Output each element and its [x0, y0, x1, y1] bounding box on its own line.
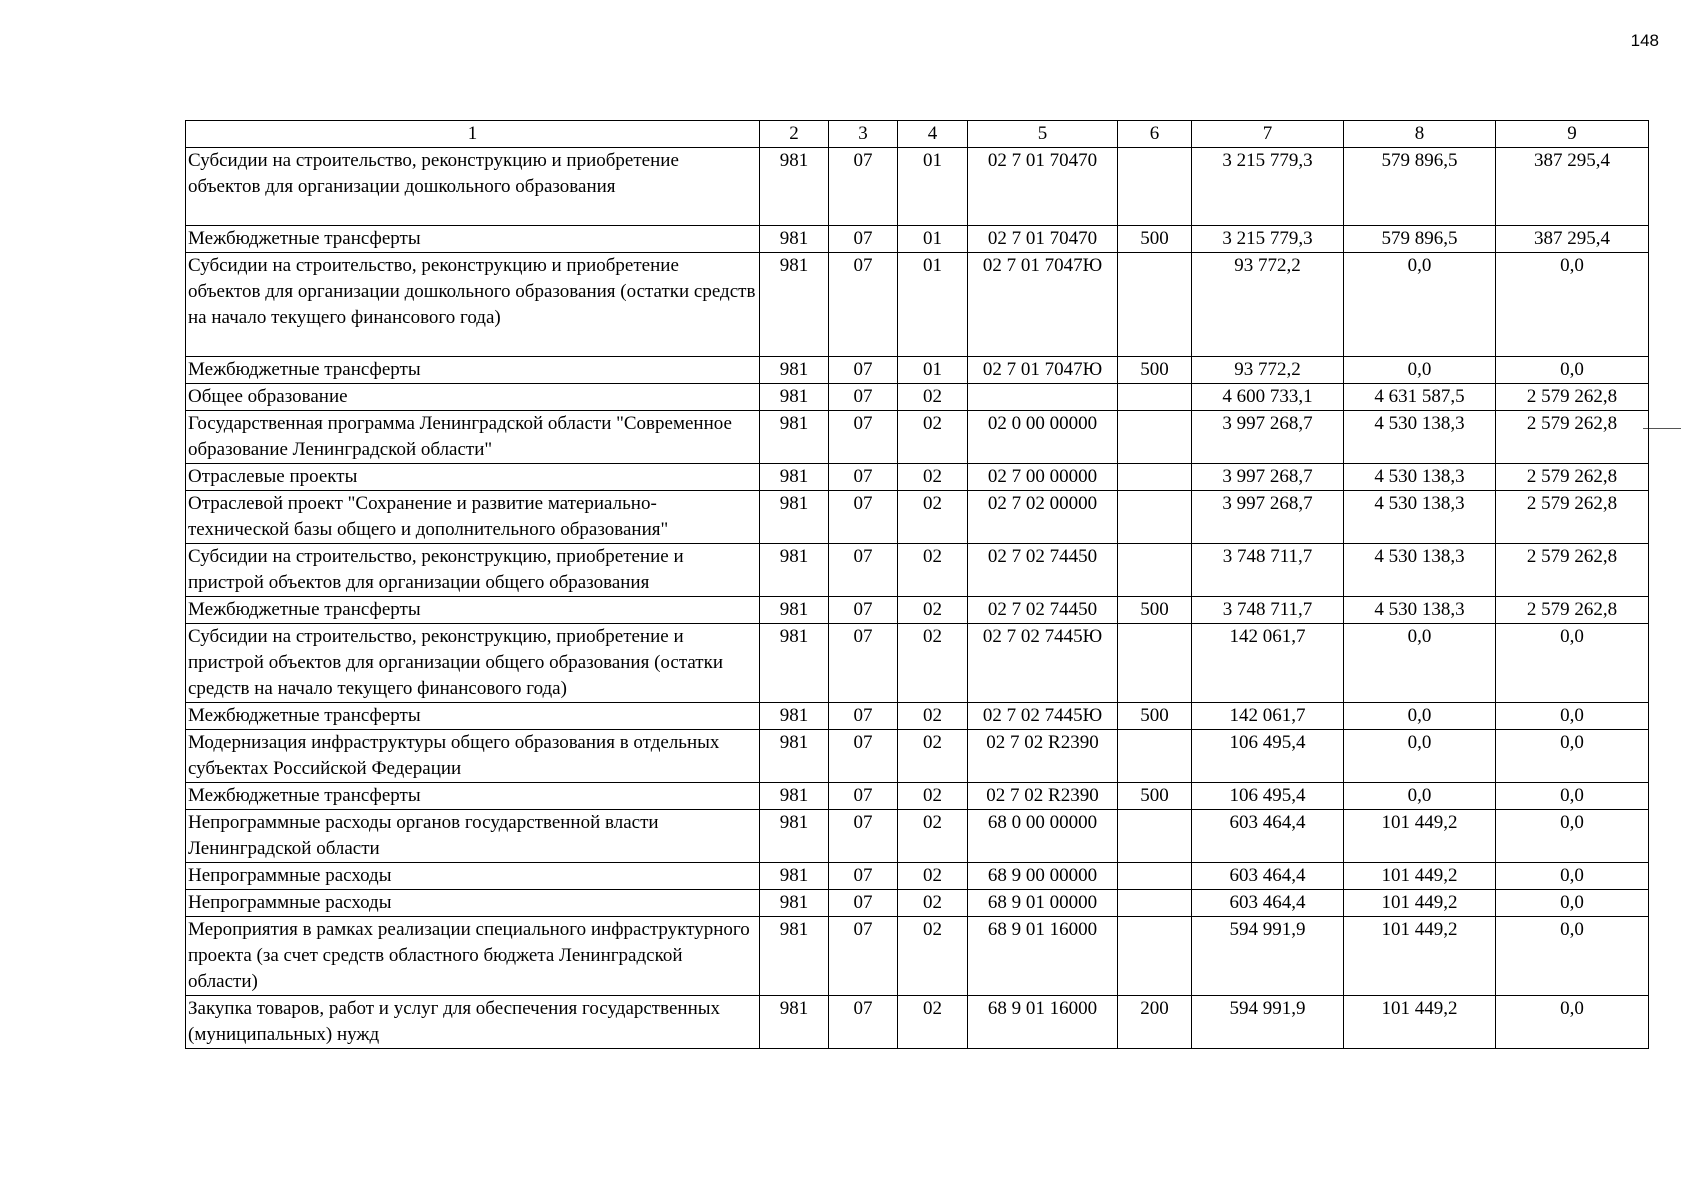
row-col-2: 981 [760, 890, 829, 917]
row-col-8: 4 631 587,5 [1344, 384, 1496, 411]
row-col-6 [1118, 890, 1192, 917]
row-col-4: 02 [898, 703, 968, 730]
row-col-8: 4 530 138,3 [1344, 464, 1496, 491]
row-name: Межбюджетные трансферты [186, 703, 760, 730]
row-col-8: 4 530 138,3 [1344, 491, 1496, 544]
row-col-3: 07 [829, 996, 898, 1049]
row-col-5: 68 9 01 16000 [968, 996, 1118, 1049]
row-col-9: 0,0 [1496, 783, 1649, 810]
header-row [186, 121, 1649, 148]
row-col-4: 02 [898, 890, 968, 917]
row-col-8: 4 530 138,3 [1344, 544, 1496, 597]
row-col-8: 4 530 138,3 [1344, 411, 1496, 464]
row-col-4: 02 [898, 730, 968, 783]
table-row [186, 491, 1649, 544]
row-col-4: 01 [898, 357, 968, 384]
table-row [186, 597, 1649, 624]
row-col-7: 3 215 779,3 [1192, 226, 1344, 253]
row-col-8: 0,0 [1344, 624, 1496, 703]
row-col-6 [1118, 491, 1192, 544]
row-col-6: 500 [1118, 226, 1192, 253]
row-name: Субсидии на строительство, реконструкцию, приобретение и пристрой объектов для организации общего образования [186, 544, 760, 597]
table-row [186, 253, 1649, 357]
row-col-5: 68 9 01 16000 [968, 917, 1118, 996]
row-col-6 [1118, 253, 1192, 357]
row-col-7: 93 772,2 [1192, 253, 1344, 357]
header-col-2: 2 [760, 121, 829, 148]
row-col-9: 0,0 [1496, 996, 1649, 1049]
row-col-2: 981 [760, 491, 829, 544]
row-col-6 [1118, 624, 1192, 703]
row-col-9: 0,0 [1496, 730, 1649, 783]
row-name: Государственная программа Ленинградской области "Современное образование Ленинградской области" [186, 411, 760, 464]
row-col-9: 0,0 [1496, 357, 1649, 384]
row-col-5: 02 7 02 00000 [968, 491, 1118, 544]
row-col-7: 603 464,4 [1192, 890, 1344, 917]
row-name: Межбюджетные трансферты [186, 597, 760, 624]
row-col-9: 0,0 [1496, 890, 1649, 917]
row-col-8: 579 896,5 [1344, 148, 1496, 226]
row-col-7: 3 997 268,7 [1192, 491, 1344, 544]
table-row [186, 730, 1649, 783]
row-name: Субсидии на строительство, реконструкцию и приобретение объектов для организации дошкольного образования (остатки средств на начало текущего финансового года) [186, 253, 760, 357]
table-row [186, 384, 1649, 411]
row-col-2: 981 [760, 226, 829, 253]
table-row [186, 226, 1649, 253]
row-col-8: 0,0 [1344, 253, 1496, 357]
row-col-5: 02 7 02 7445Ю [968, 703, 1118, 730]
row-col-5: 02 7 02 74450 [968, 597, 1118, 624]
row-col-8: 0,0 [1344, 730, 1496, 783]
table-row [186, 996, 1649, 1049]
header-col-5: 5 [968, 121, 1118, 148]
row-col-9: 0,0 [1496, 917, 1649, 996]
header-col-1: 1 [186, 121, 760, 148]
row-col-2: 981 [760, 253, 829, 357]
table-row [186, 703, 1649, 730]
row-col-5: 02 7 01 7047Ю [968, 357, 1118, 384]
row-col-3: 07 [829, 226, 898, 253]
row-col-5: 68 9 00 00000 [968, 863, 1118, 890]
row-col-2: 981 [760, 384, 829, 411]
row-col-2: 981 [760, 996, 829, 1049]
row-col-7: 106 495,4 [1192, 730, 1344, 783]
row-name: Субсидии на строительство, реконструкцию и приобретение объектов для организации дошкольного образования [186, 148, 760, 226]
row-col-9: 0,0 [1496, 863, 1649, 890]
table-row [186, 917, 1649, 996]
row-name: Отраслевые проекты [186, 464, 760, 491]
table-row [186, 544, 1649, 597]
row-col-7: 4 600 733,1 [1192, 384, 1344, 411]
row-col-8: 101 449,2 [1344, 917, 1496, 996]
header-col-6: 6 [1118, 121, 1192, 148]
row-col-4: 02 [898, 810, 968, 863]
row-col-2: 981 [760, 730, 829, 783]
row-col-2: 981 [760, 783, 829, 810]
row-col-4: 01 [898, 148, 968, 226]
row-col-7: 3 215 779,3 [1192, 148, 1344, 226]
row-col-5: 02 0 00 00000 [968, 411, 1118, 464]
row-col-6 [1118, 544, 1192, 597]
row-col-7: 594 991,9 [1192, 996, 1344, 1049]
row-col-3: 07 [829, 730, 898, 783]
row-name: Межбюджетные трансферты [186, 357, 760, 384]
row-col-9: 2 579 262,8 [1496, 411, 1649, 464]
row-col-7: 3 997 268,7 [1192, 411, 1344, 464]
row-col-3: 07 [829, 357, 898, 384]
row-col-3: 07 [829, 411, 898, 464]
table-row [186, 411, 1649, 464]
row-col-8: 4 530 138,3 [1344, 597, 1496, 624]
header-col-4: 4 [898, 121, 968, 148]
row-col-6 [1118, 730, 1192, 783]
row-col-9: 0,0 [1496, 810, 1649, 863]
row-col-9: 2 579 262,8 [1496, 464, 1649, 491]
row-name: Отраслевой проект "Сохранение и развитие материально-технической базы общего и дополнительного образования" [186, 491, 760, 544]
row-col-6: 500 [1118, 703, 1192, 730]
row-col-3: 07 [829, 624, 898, 703]
row-col-3: 07 [829, 148, 898, 226]
row-name: Непрограммные расходы [186, 890, 760, 917]
row-col-5: 02 7 02 R2390 [968, 783, 1118, 810]
row-col-9: 2 579 262,8 [1496, 597, 1649, 624]
row-name: Закупка товаров, работ и услуг для обеспечения государственных (муниципальных) нужд [186, 996, 760, 1049]
row-col-8: 0,0 [1344, 783, 1496, 810]
row-col-6 [1118, 917, 1192, 996]
row-col-9: 0,0 [1496, 253, 1649, 357]
row-col-5: 68 0 00 00000 [968, 810, 1118, 863]
header-col-7: 7 [1192, 121, 1344, 148]
table-row [186, 890, 1649, 917]
row-col-7: 142 061,7 [1192, 703, 1344, 730]
row-col-4: 02 [898, 996, 968, 1049]
row-col-7: 142 061,7 [1192, 624, 1344, 703]
row-col-4: 02 [898, 917, 968, 996]
budget-table [185, 120, 1649, 1049]
row-col-4: 02 [898, 464, 968, 491]
row-col-4: 01 [898, 253, 968, 357]
row-col-9: 2 579 262,8 [1496, 384, 1649, 411]
page-number: 148 [1630, 31, 1659, 50]
row-col-6 [1118, 810, 1192, 863]
row-col-9: 387 295,4 [1496, 226, 1649, 253]
row-col-4: 02 [898, 783, 968, 810]
table-row [186, 464, 1649, 491]
row-col-7: 3 748 711,7 [1192, 544, 1344, 597]
row-col-6: 500 [1118, 357, 1192, 384]
row-col-4: 01 [898, 226, 968, 253]
row-col-2: 981 [760, 148, 829, 226]
row-col-2: 981 [760, 917, 829, 996]
row-col-9: 2 579 262,8 [1496, 491, 1649, 544]
row-col-8: 0,0 [1344, 357, 1496, 384]
row-col-8: 0,0 [1344, 703, 1496, 730]
row-col-3: 07 [829, 890, 898, 917]
row-col-8: 101 449,2 [1344, 890, 1496, 917]
table-row [186, 357, 1649, 384]
row-name: Межбюджетные трансферты [186, 783, 760, 810]
row-col-4: 02 [898, 597, 968, 624]
row-col-3: 07 [829, 863, 898, 890]
row-col-7: 3 997 268,7 [1192, 464, 1344, 491]
row-col-4: 02 [898, 544, 968, 597]
table-row [186, 863, 1649, 890]
row-col-3: 07 [829, 253, 898, 357]
row-name: Непрограммные расходы органов государственной власти Ленинградской области [186, 810, 760, 863]
row-col-3: 07 [829, 544, 898, 597]
row-col-6 [1118, 411, 1192, 464]
row-col-7: 3 748 711,7 [1192, 597, 1344, 624]
row-name: Межбюджетные трансферты [186, 226, 760, 253]
row-col-3: 07 [829, 384, 898, 411]
row-col-4: 02 [898, 411, 968, 464]
row-col-4: 02 [898, 863, 968, 890]
row-col-3: 07 [829, 597, 898, 624]
row-col-7: 93 772,2 [1192, 357, 1344, 384]
row-col-2: 981 [760, 411, 829, 464]
row-col-5: 02 7 00 00000 [968, 464, 1118, 491]
row-col-2: 981 [760, 863, 829, 890]
table-header [186, 121, 1649, 148]
row-name: Общее образование [186, 384, 760, 411]
row-col-3: 07 [829, 491, 898, 544]
row-col-2: 981 [760, 624, 829, 703]
row-col-2: 981 [760, 544, 829, 597]
header-col-3: 3 [829, 121, 898, 148]
row-name: Мероприятия в рамках реализации специального инфраструктурного проекта (за счет средств областного бюджета Ленинградской области) [186, 917, 760, 996]
table-row [186, 783, 1649, 810]
row-col-5 [968, 384, 1118, 411]
table-body [186, 148, 1649, 1049]
row-col-3: 07 [829, 464, 898, 491]
row-col-2: 981 [760, 703, 829, 730]
row-col-7: 106 495,4 [1192, 783, 1344, 810]
row-col-3: 07 [829, 917, 898, 996]
row-col-5: 68 9 01 00000 [968, 890, 1118, 917]
row-col-9: 0,0 [1496, 703, 1649, 730]
row-col-9: 2 579 262,8 [1496, 544, 1649, 597]
row-col-7: 603 464,4 [1192, 810, 1344, 863]
header-col-9: 9 [1496, 121, 1649, 148]
row-col-8: 579 896,5 [1344, 226, 1496, 253]
row-name: Непрограммные расходы [186, 863, 760, 890]
row-col-6 [1118, 148, 1192, 226]
row-col-5: 02 7 02 74450 [968, 544, 1118, 597]
row-col-8: 101 449,2 [1344, 810, 1496, 863]
row-col-6 [1118, 863, 1192, 890]
row-col-5: 02 7 02 7445Ю [968, 624, 1118, 703]
row-name: Субсидии на строительство, реконструкцию, приобретение и пристрой объектов для организации общего образования (остатки средств на начало текущего финансового года) [186, 624, 760, 703]
row-col-2: 981 [760, 810, 829, 863]
row-col-2: 981 [760, 357, 829, 384]
row-name: Модернизация инфраструктуры общего образования в отдельных субъектах Российской Федерации [186, 730, 760, 783]
row-col-2: 981 [760, 464, 829, 491]
row-col-7: 594 991,9 [1192, 917, 1344, 996]
row-col-3: 07 [829, 703, 898, 730]
table-row [186, 810, 1649, 863]
row-col-6 [1118, 464, 1192, 491]
row-col-5: 02 7 01 70470 [968, 226, 1118, 253]
row-col-2: 981 [760, 597, 829, 624]
row-col-4: 02 [898, 491, 968, 544]
table-row [186, 624, 1649, 703]
row-col-9: 0,0 [1496, 624, 1649, 703]
row-col-4: 02 [898, 384, 968, 411]
row-col-6 [1118, 384, 1192, 411]
row-col-6: 500 [1118, 783, 1192, 810]
row-col-3: 07 [829, 810, 898, 863]
header-col-8: 8 [1344, 121, 1496, 148]
row-col-6: 500 [1118, 597, 1192, 624]
row-col-3: 07 [829, 783, 898, 810]
row-col-4: 02 [898, 624, 968, 703]
row-col-9: 387 295,4 [1496, 148, 1649, 226]
row-col-7: 603 464,4 [1192, 863, 1344, 890]
row-col-5: 02 7 02 R2390 [968, 730, 1118, 783]
row-col-6: 200 [1118, 996, 1192, 1049]
row-col-8: 101 449,2 [1344, 996, 1496, 1049]
row-col-8: 101 449,2 [1344, 863, 1496, 890]
row-col-5: 02 7 01 7047Ю [968, 253, 1118, 357]
table-row [186, 148, 1649, 226]
row-col-5: 02 7 01 70470 [968, 148, 1118, 226]
